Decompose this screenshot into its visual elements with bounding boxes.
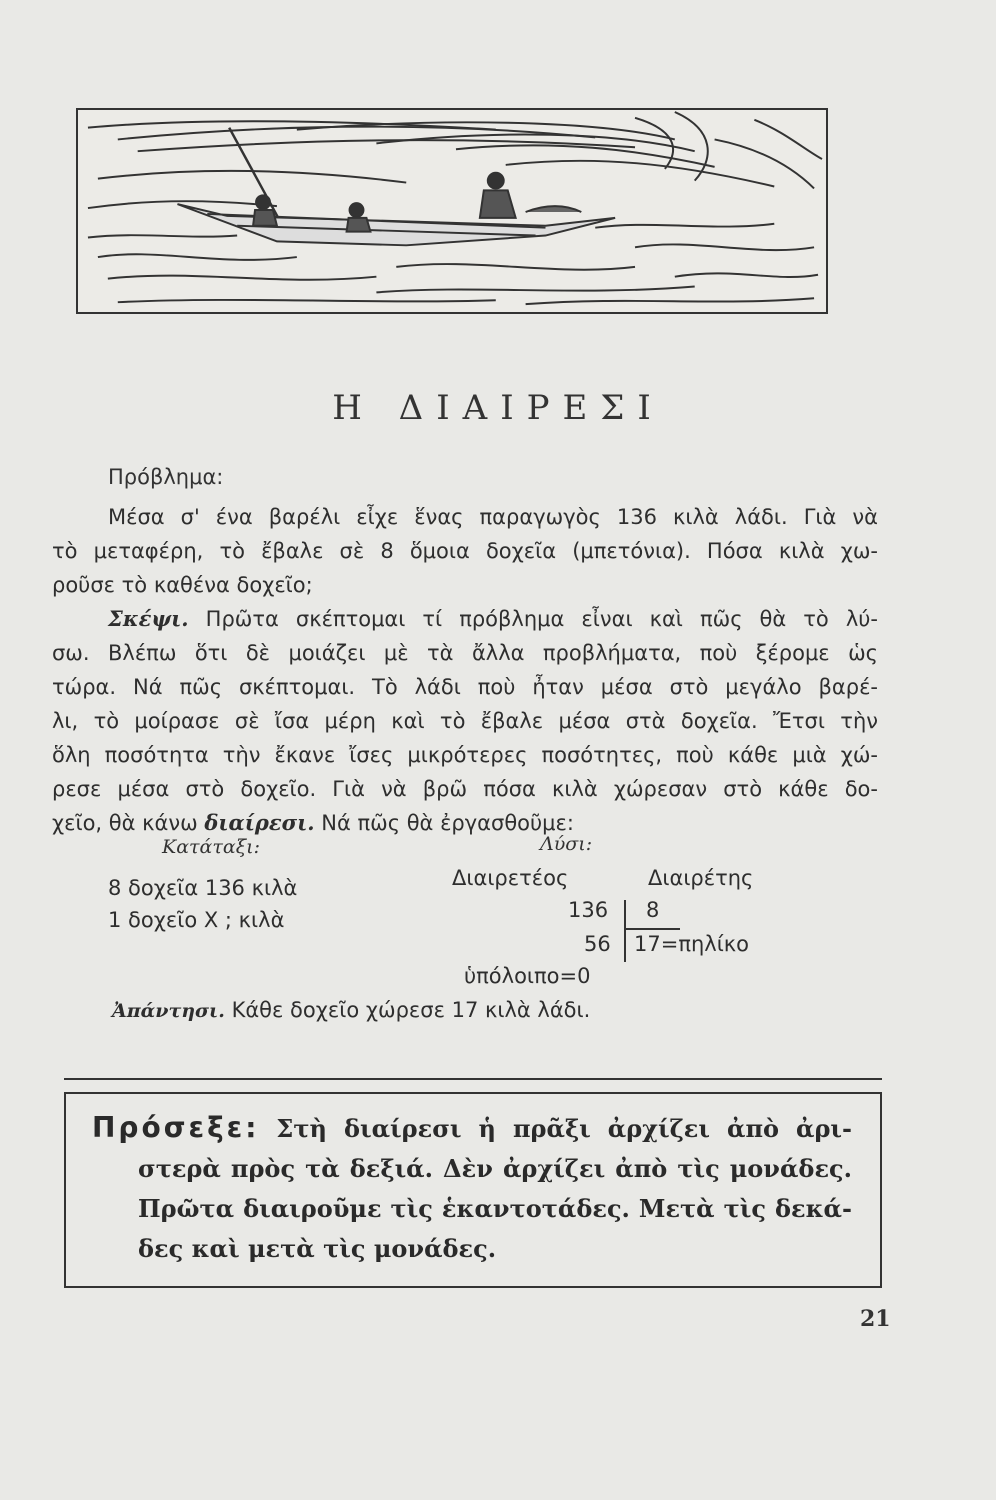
problem-line: τὸ μεταφέρη, τὸ ἔβαλε σὲ 8 ὅμοια δοχεῖα (μπετόνια). Πόσα κιλὰ χω- (52, 539, 878, 563)
division-term: διαίρεσι. (204, 810, 315, 835)
divisor-value: 8 (646, 898, 660, 922)
katataxi-label: Κατάταξι: (162, 836, 261, 858)
think-line: σω. Βλέπω ὅτι δὲ μοιάζει μὲ τὰ ἄλλα προβλήματα, ποὺ ξέρομε ὡς (52, 641, 878, 665)
think-line: Πρῶτα σκέπτομαι τί πρόβλημα εἶναι καὶ πῶς θὰ τὸ λύ- (205, 607, 878, 631)
remainder-value: ὑπόλοιπο=0 (464, 964, 591, 988)
page-number: 21 (860, 1306, 891, 1332)
note-line: δες καὶ μετὰ τὶς μονάδες. (138, 1234, 497, 1263)
answer-text: Κάθε δοχεῖο χώρεσε 17 κιλὰ λάδι. (231, 998, 591, 1022)
think-last-before: χεῖο, θὰ κάνω (52, 811, 198, 835)
think-line: ρεσε μέσα στὸ δοχεῖο. Γιὰ νὰ βρῶ πόσα κιλὰ χώρεσαν στὸ κάθε δο- (52, 777, 878, 801)
note-label: Πρόσεξε: (92, 1111, 260, 1144)
think-first-line (108, 602, 878, 636)
note-text (92, 1108, 852, 1269)
think-last-line (52, 806, 878, 840)
note-line: Στὴ διαίρεσι ἡ πρᾶξι ἀρχίζει ἀπὸ ἀρι- (276, 1114, 852, 1143)
problem-line: ροῦσε τὸ καθένα δοχεῖο; (52, 573, 313, 597)
answer-line (112, 998, 590, 1022)
data-line-1: 8 δοχεῖα 136 κιλὰ (108, 876, 298, 900)
boat-illustration (76, 108, 828, 314)
think-line: λι, τὸ μοίρασε σὲ ἴσα μέρη καὶ τὸ ἔβαλε μέσα στὰ δοχεῖα. Ἔτσι τὴν (52, 709, 878, 733)
dividend-value: 136 (568, 898, 609, 922)
top-rule (64, 1078, 882, 1080)
problem-label: Πρόβλημα: (108, 465, 224, 489)
answer-label: Ἀπάντησι. (112, 1000, 225, 1022)
division-horizontal-line (626, 928, 680, 930)
boat-drawing (78, 110, 826, 312)
note-line: Πρῶτα διαιροῦμε τὶς ἑκαντοτάδες. Μετὰ τὶς δεκά- (138, 1194, 852, 1223)
think-label: Σκέψι. (108, 606, 189, 631)
divisor-label: Διαιρέτης (648, 866, 754, 890)
note-first-line (92, 1108, 852, 1149)
problem-line: Μέσα σ' ένα βαρέλι εἶχε ἕνας παραγωγὸς 136 κιλὰ λάδι. Γιὰ νὰ (108, 505, 878, 529)
data-line-2: 1 δοχεῖο Χ ; κιλὰ (108, 908, 285, 932)
lysi-label: Λύσι: (540, 833, 593, 855)
partial-value: 56 (584, 932, 611, 956)
note-line: στερὰ πρὸς τὰ δεξιά. Δὲν ἀρχίζει ἀπὸ τὶς μονάδες. (138, 1154, 852, 1183)
page-title: Η ΔΙΑΙΡΕΣΙ (332, 388, 664, 428)
think-line: ὅλη ποσότητα τὴν ἔκανε ἴσες μικρότερες ποσότητες, ποὺ κάθε μιὰ χώ- (52, 743, 878, 767)
problem-text (52, 500, 878, 840)
division-vertical-line (624, 900, 626, 962)
think-line: τώρα. Νά πῶς σκέπτομαι. Τὸ λάδι ποὺ ἦταν μέσα στὸ μεγάλο βαρέ- (52, 675, 878, 699)
dividend-label: Διαιρετέος (452, 866, 569, 890)
quotient-value: 17=πηλίκο (634, 932, 750, 956)
think-last-after: Νά πῶς θὰ ἐργασθοῦμε: (321, 811, 574, 835)
